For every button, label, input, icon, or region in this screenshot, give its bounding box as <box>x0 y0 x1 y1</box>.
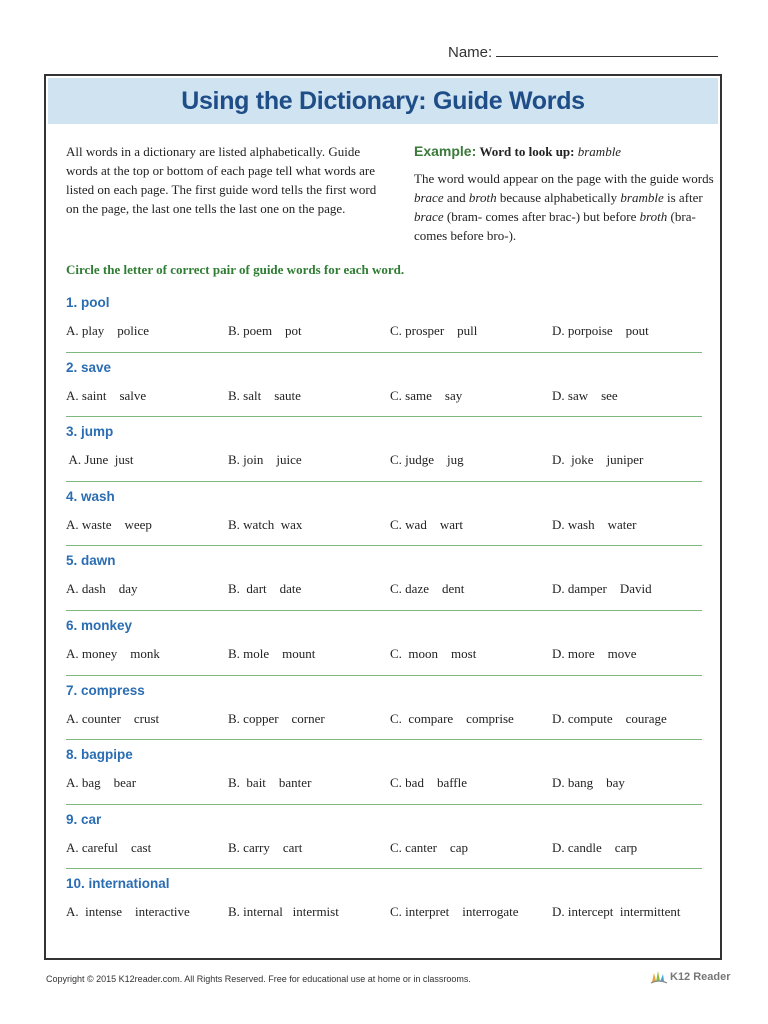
answer-option[interactable]: B. poem pot <box>228 323 302 338</box>
answer-option[interactable]: C. judge jug <box>390 452 464 468</box>
example-word: bramble <box>620 190 664 205</box>
question-item <box>66 546 702 611</box>
answer-option[interactable]: D. saw see <box>552 387 618 403</box>
answer-option[interactable]: D. more move <box>552 645 637 661</box>
answer-option[interactable]: B. watch wax <box>228 516 303 532</box>
answer-options <box>66 323 706 343</box>
answer-option[interactable]: C. same say <box>390 387 463 403</box>
answer-option[interactable]: C. wad wart <box>390 516 463 532</box>
question-word: 4. wash <box>66 488 115 504</box>
book-leaf-icon <box>650 970 668 984</box>
example-box <box>414 142 714 245</box>
answer-option[interactable]: A. June just <box>66 452 134 468</box>
answer-option[interactable]: B. mole mount <box>228 645 316 661</box>
answer-option[interactable]: B. dart date <box>228 581 302 597</box>
answer-options <box>66 775 706 795</box>
lookup-label: Word to look up: <box>479 144 575 159</box>
answer-option[interactable]: D. candle carp <box>552 839 638 855</box>
instruction-text: Circle the letter of correct pair of guide words for each word. <box>66 262 405 277</box>
answer-option[interactable]: B. internal intermist <box>228 904 339 920</box>
k12-logo <box>650 970 731 984</box>
question-item <box>66 288 702 353</box>
answer-option[interactable]: C. daze dent <box>390 581 465 597</box>
example-text: and <box>446 190 466 205</box>
answer-option[interactable]: D. compute courage <box>552 710 667 726</box>
example-word: brace <box>414 209 444 224</box>
question-item <box>66 611 702 676</box>
answer-option[interactable]: A. dash day <box>66 581 138 597</box>
question-item <box>66 740 702 805</box>
answer-option[interactable]: C. bad baffle <box>390 775 468 791</box>
example-body <box>414 169 714 245</box>
question-item <box>66 417 702 482</box>
question-item <box>66 353 702 418</box>
answer-option[interactable]: C. canter cap <box>390 839 468 855</box>
answer-option[interactable]: A. bag bear <box>66 775 137 791</box>
logo-text: K12 Reader <box>670 971 731 983</box>
example-word: broth <box>468 190 497 205</box>
name-label: Name: <box>448 44 493 61</box>
example-heading <box>414 142 714 161</box>
answer-option[interactable]: A. money monk <box>66 645 160 661</box>
answer-option[interactable]: A. saint salve <box>66 387 147 403</box>
answer-option[interactable]: D. wash water <box>552 516 637 532</box>
answer-option[interactable]: A. counter crust <box>66 710 160 726</box>
question-word: 3. jump <box>66 424 114 440</box>
example-text: is after <box>667 190 703 205</box>
page-title: Using the Dictionary: Guide Words <box>181 86 585 115</box>
answer-option[interactable]: B. join juice <box>228 452 302 468</box>
answer-option[interactable]: D. joke juniper <box>552 452 644 468</box>
question-word: 9. car <box>66 811 102 827</box>
answer-options <box>66 711 706 731</box>
answer-option[interactable]: B. bait banter <box>228 775 312 791</box>
answer-options <box>66 452 706 472</box>
lookup-word: bramble <box>577 144 622 159</box>
example-label: Example: <box>414 143 477 159</box>
answer-option[interactable]: B. salt saute <box>228 387 301 403</box>
example-word: broth <box>639 209 668 224</box>
worksheet-frame <box>44 74 722 960</box>
answer-option[interactable]: D. bang bay <box>552 775 625 791</box>
question-word: 10. international <box>66 876 170 892</box>
title-bar <box>48 78 718 124</box>
intro-text: All words in a dictionary are listed alphabetically. Guide words at the top or bottom of each page tell what words are listed on each page. The first guide word tells the first word on the page, the last one tells the last one on the page. <box>66 144 377 216</box>
answer-options <box>66 840 706 860</box>
answer-option[interactable]: D. damper David <box>552 581 652 597</box>
example-text: (bram- comes after brac-) but before <box>446 209 637 224</box>
question-word: 5. dawn <box>66 553 116 569</box>
example-text: because alphabetically <box>499 190 618 205</box>
answer-option[interactable]: D. intercept intermittent <box>552 904 681 920</box>
question-word: 7. compress <box>66 682 145 698</box>
answer-options <box>66 904 706 924</box>
answer-options <box>66 646 706 666</box>
question-word: 1. pool <box>66 295 110 310</box>
answer-option[interactable]: A. careful cast <box>66 839 152 855</box>
question-word: 2. save <box>66 359 112 375</box>
answer-option[interactable]: B. carry cart <box>228 839 303 855</box>
answer-option[interactable]: A. waste weep <box>66 516 152 532</box>
copyright-footer: Copyright © 2015 K12reader.com. All Rights Reserved. Free for educational use at home or in classrooms. <box>46 974 471 984</box>
example-text: (bra- comes before bro-). <box>414 209 696 243</box>
example-text: The word would appear on the page with the guide words <box>414 171 714 186</box>
answer-options <box>66 517 706 537</box>
question-word: 8. bagpipe <box>66 747 133 763</box>
answer-option[interactable]: C. prosper pull <box>390 323 478 338</box>
answer-option[interactable]: A. intense interactive <box>66 904 190 920</box>
question-item <box>66 676 702 741</box>
name-field <box>448 42 718 61</box>
answer-options <box>66 581 706 601</box>
answer-option[interactable]: C. compare comprise <box>390 710 514 726</box>
question-list <box>66 288 702 934</box>
answer-option[interactable]: B. copper corner <box>228 710 325 726</box>
question-item <box>66 482 702 547</box>
answer-option[interactable]: D. porpoise pout <box>552 323 649 338</box>
question-item <box>66 805 702 870</box>
answer-options <box>66 388 706 408</box>
answer-option[interactable]: C. moon most <box>390 645 477 661</box>
example-word: brace <box>414 190 444 205</box>
answer-option[interactable]: C. interpret interrogate <box>390 904 519 920</box>
question-word: 6. monkey <box>66 617 133 633</box>
answer-option[interactable]: A. play police <box>66 323 150 338</box>
question-item <box>66 869 702 934</box>
name-blank-line <box>496 42 718 57</box>
